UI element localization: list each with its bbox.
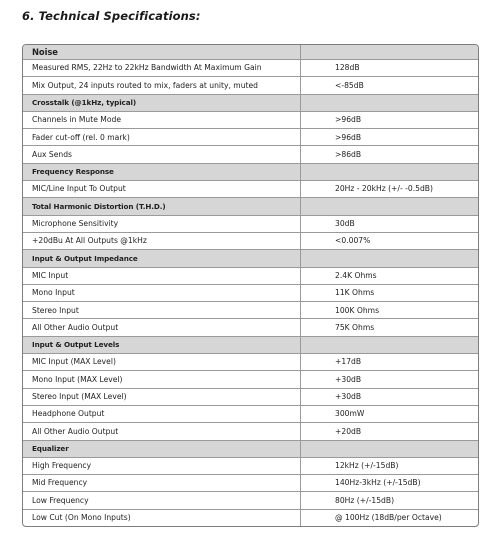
spec-row bbox=[23, 319, 478, 336]
section-title: Input & Output Impedance bbox=[23, 250, 301, 267]
section-title: Noise bbox=[23, 45, 301, 60]
section-title: Crosstalk (@1kHz, typical) bbox=[23, 95, 301, 112]
spec-value: 75K Ohms bbox=[301, 319, 478, 336]
spec-row bbox=[23, 302, 478, 319]
spec-label: Measured RMS, 22Hz to 22kHz Bandwidth At Maximum Gain bbox=[23, 60, 301, 77]
spec-label: MIC Input (MAX Level) bbox=[23, 354, 301, 371]
spec-label: Headphone Output bbox=[23, 406, 301, 423]
spec-value: +30dB bbox=[301, 389, 478, 406]
spec-label: Stereo Input bbox=[23, 302, 301, 319]
section-header-noise bbox=[23, 45, 478, 60]
section-title: Input & Output Levels bbox=[23, 337, 301, 354]
spec-label: Fader cut-off (rel. 0 mark) bbox=[23, 129, 301, 146]
spec-value: >96dB bbox=[301, 112, 478, 129]
spec-value: 300mW bbox=[301, 406, 478, 423]
spec-row bbox=[23, 371, 478, 388]
spec-row bbox=[23, 406, 478, 423]
spec-value: <-85dB bbox=[301, 77, 478, 94]
spec-value: 100K Ohms bbox=[301, 302, 478, 319]
spec-value: >96dB bbox=[301, 129, 478, 146]
spec-value: 11K Ohms bbox=[301, 285, 478, 302]
spec-label: All Other Audio Output bbox=[23, 423, 301, 440]
spec-label: Microphone Sensitivity bbox=[23, 216, 301, 233]
section-title: Frequency Response bbox=[23, 164, 301, 181]
spec-row bbox=[23, 389, 478, 406]
section-header-equalizer bbox=[23, 441, 478, 458]
section-value-blank bbox=[301, 250, 478, 267]
spec-label: High Frequency bbox=[23, 458, 301, 475]
spec-row bbox=[23, 268, 478, 285]
spec-value: <0.007% bbox=[301, 233, 478, 250]
spec-value: @ 100Hz (18dB/per Octave) bbox=[335, 513, 442, 523]
section-header-impedance bbox=[23, 250, 478, 267]
spec-label: Stereo Input (MAX Level) bbox=[23, 389, 301, 406]
spec-row bbox=[23, 233, 478, 250]
spec-label: +20dBu At All Outputs @1kHz bbox=[23, 233, 301, 250]
page-title: 6. Technical Specifications: bbox=[22, 9, 201, 23]
section-value-blank bbox=[301, 337, 478, 354]
spec-row bbox=[23, 475, 478, 492]
spec-row bbox=[23, 510, 478, 526]
spec-label: Mono Input (MAX Level) bbox=[23, 371, 301, 388]
spec-row bbox=[23, 216, 478, 233]
spec-row bbox=[23, 129, 478, 146]
section-value-blank bbox=[301, 441, 478, 458]
spec-value: 140Hz-3kHz (+/-15dB) bbox=[301, 475, 478, 492]
spec-value: 128dB bbox=[301, 60, 478, 77]
spec-label: Channels in Mute Mode bbox=[23, 112, 301, 129]
spec-row bbox=[23, 60, 478, 77]
spec-value: +30dB bbox=[301, 371, 478, 388]
section-header-frequency-response bbox=[23, 164, 478, 181]
section-value-blank bbox=[301, 45, 478, 60]
spec-value: 20Hz - 20kHz (+/- -0.5dB) bbox=[301, 181, 478, 198]
spec-value: +20dB bbox=[301, 423, 478, 440]
spec-label: MIC Input bbox=[23, 268, 301, 285]
spec-value: 30dB bbox=[301, 216, 478, 233]
spec-value: 12kHz (+/-15dB) bbox=[301, 458, 478, 475]
spec-value: 80Hz (+/-15dB) bbox=[301, 492, 478, 509]
spec-row bbox=[23, 354, 478, 371]
spec-label: Low Cut (On Mono Inputs) bbox=[23, 510, 301, 526]
spec-row bbox=[23, 458, 478, 475]
spec-label: All Other Audio Output bbox=[23, 319, 301, 336]
spec-value: >86dB bbox=[301, 146, 478, 163]
spec-label: MIC/Line Input To Output bbox=[23, 181, 301, 198]
section-header-levels bbox=[23, 337, 478, 354]
section-value-blank bbox=[301, 95, 478, 112]
section-header-crosstalk bbox=[23, 95, 478, 112]
spec-row bbox=[23, 285, 478, 302]
section-title: Equalizer bbox=[23, 441, 301, 458]
spec-row bbox=[23, 146, 478, 163]
spec-row bbox=[23, 77, 478, 94]
spec-row bbox=[23, 112, 478, 129]
spec-value: +17dB bbox=[301, 354, 478, 371]
spec-label: Mix Output, 24 inputs routed to mix, faders at unity, muted bbox=[23, 77, 301, 94]
section-value-blank bbox=[301, 198, 478, 215]
spec-row bbox=[23, 181, 478, 198]
spec-value: 2.4K Ohms bbox=[301, 268, 478, 285]
section-title: Total Harmonic Distortion (T.H.D.) bbox=[23, 198, 301, 215]
spec-label: Low Frequency bbox=[23, 492, 301, 509]
spec-row bbox=[23, 492, 478, 509]
spec-label: Aux Sends bbox=[23, 146, 301, 163]
spec-table bbox=[22, 44, 479, 527]
spec-label: Mono Input bbox=[23, 285, 301, 302]
section-header-thd bbox=[23, 198, 478, 215]
section-value-blank bbox=[301, 164, 478, 181]
spec-row bbox=[23, 423, 478, 440]
spec-label: Mid Frequency bbox=[23, 475, 301, 492]
